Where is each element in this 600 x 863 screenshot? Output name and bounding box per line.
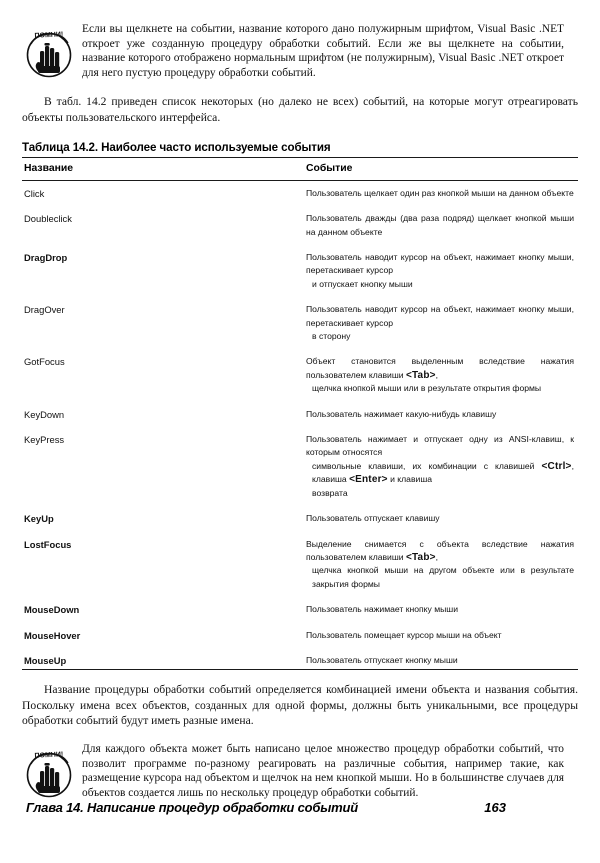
column-header-event: Событие: [300, 158, 578, 181]
event-name-cell: DragOver: [24, 304, 65, 316]
event-description-cell: [300, 532, 578, 598]
note-block-bottom: [0, 742, 600, 800]
keycap-label: <Tab>: [405, 369, 436, 381]
event-description-line: щелчка кнопкой мыши или в результате открытия формы: [312, 383, 542, 394]
table-header-row: [22, 158, 578, 181]
event-description-line: Пользователь отпускает клавишу: [306, 513, 440, 524]
keycap-label: <Enter>: [349, 474, 388, 486]
table-row: [22, 623, 578, 648]
table-row: [22, 597, 578, 622]
keycap-label: <Tab>: [405, 551, 436, 563]
table-row: [22, 648, 578, 670]
event-description-line: Пользователь отпускает кнопку мыши: [306, 654, 458, 665]
event-name-cell: KeyDown: [24, 408, 65, 420]
event-description-line: возврата: [312, 487, 348, 498]
column-header-name: Название: [22, 158, 300, 181]
table-row: [22, 349, 578, 401]
event-description-line: Объект становится выделенным вследствие нажатия пользователем клавиши <Tab>,: [306, 356, 574, 381]
event-description-line: Пользователь нажимает какую-нибудь клавишу: [306, 408, 497, 419]
event-description-cell: [300, 648, 578, 670]
event-description-cell: [300, 245, 578, 297]
event-description-cell: [300, 597, 578, 622]
table-caption: Таблица 14.2. Наиболее часто используемые события: [22, 140, 331, 154]
event-description-line: Пользователь наводит курсор на объект, нажимает кнопку мыши, перетаскивает курсор: [306, 304, 574, 328]
svg-text:ПОМНИ!: ПОМНИ!: [34, 31, 64, 40]
table-row: [22, 532, 578, 598]
svg-text:ПОМНИ!: ПОМНИ!: [34, 751, 64, 760]
event-name-cell: Doubleclick: [24, 213, 72, 225]
keycap-label: <Ctrl>: [541, 460, 572, 472]
event-name-cell: MouseUp: [22, 648, 300, 670]
table-row: [22, 180, 578, 206]
intro-paragraph: В табл. 14.2 приведен список некоторых (но далеко не всех) событий, на которые могут отреагировать объекты пользовательского интерфейса.: [22, 95, 578, 124]
event-description-line: и отпускает кнопку мыши: [312, 278, 413, 289]
event-description-cell: [300, 427, 578, 506]
event-description-line: Пользователь дважды (два раза подряд) щелкает кнопкой мыши на данном объекте: [306, 213, 574, 237]
event-name-cell: Click: [24, 187, 45, 199]
event-name-cell: LostFocus: [24, 538, 72, 550]
page-footer: [0, 800, 600, 815]
note-top-text: Если вы щелкнете на событии, название которого дано полужирным шрифтом, Visual Basic .NET откроет уже созданную процедуру обработки событий. Если же вы щелкнете на событии, название которого отображено нормальным шрифтом (не полужирным), Visual Basic .NET откроет для него пустую процедуру обработки событий.: [82, 23, 564, 79]
event-description-line: Пользователь нажимает кнопку мыши: [306, 604, 458, 615]
event-description-cell: [300, 180, 578, 206]
table-head: [22, 157, 578, 180]
table-row: [22, 402, 578, 427]
event-description-cell: [300, 206, 578, 245]
event-name-cell: MouseDown: [24, 604, 80, 616]
event-description-line: Пользователь нажимает и отпускает одну из ANSI-клавиш, к которым относятся: [306, 434, 574, 458]
table-row: [22, 206, 578, 245]
event-description-line: щелчка кнопкой мыши на другом объекте или в результате закрытия формы: [312, 565, 574, 589]
remember-hand-icon: [22, 744, 76, 800]
event-description-cell: [300, 623, 578, 648]
event-description-cell: [300, 297, 578, 349]
footer-page-number: 163: [484, 800, 506, 815]
event-description-line: символьные клавиши, их комбинации с клавишей <Ctrl>, клавиша <Enter> и клавиша: [312, 460, 574, 486]
events-table-section: [0, 141, 600, 671]
event-name-cell: GotFocus: [24, 356, 65, 368]
event-name-cell: MouseHover: [24, 629, 81, 641]
table-row: [22, 427, 578, 506]
footer-chapter-title: Глава 14. Написание процедур обработки событий: [26, 800, 358, 815]
table-row: [22, 297, 578, 349]
remember-hand-icon: [22, 24, 76, 80]
note-block-top: [0, 22, 600, 80]
event-name-cell: KeyPress: [24, 434, 65, 446]
table-row: [22, 506, 578, 531]
event-description-line: Пользователь щелкает один раз кнопкой мыши на данном объекте: [306, 187, 574, 198]
event-description-cell: [300, 506, 578, 531]
event-description-line: Выделение снимается с объекта вследствие нажатия пользователем клавиши <Tab>,: [306, 538, 574, 563]
table-row: [22, 245, 578, 297]
event-description-line: Пользователь наводит курсор на объект, нажимает кнопку мыши, перетаскивает курсор: [306, 252, 574, 276]
event-description-line: Пользователь помещает курсор мыши на объект: [306, 629, 502, 640]
table-body: [22, 180, 578, 670]
events-table: [22, 157, 578, 671]
event-name-cell: KeyUp: [24, 513, 54, 525]
event-name-cell: DragDrop: [24, 252, 68, 263]
after-table-paragraph: Название процедуры обработки событий определяется комбинацией имени объекта и названия события. Поскольку имена всех объектов, созданных для одной формы, должны быть уникальными, все процедуры обработки событий будут иметь разные имена.: [22, 683, 578, 727]
event-description-cell: [300, 402, 578, 427]
note-bottom-text: Для каждого объекта может быть написано целое множество процедур обработки событий, что позволит программе по-разному реагировать на различные события, например такие, как размещение курсора над объектом и щелчок на нем кнопкой мыши. Но в большинстве случаев для объектов создается лишь по нескольку процедур обработки событий.: [82, 742, 564, 799]
event-description-line: в сторону: [312, 331, 351, 342]
event-description-cell: [300, 349, 578, 401]
